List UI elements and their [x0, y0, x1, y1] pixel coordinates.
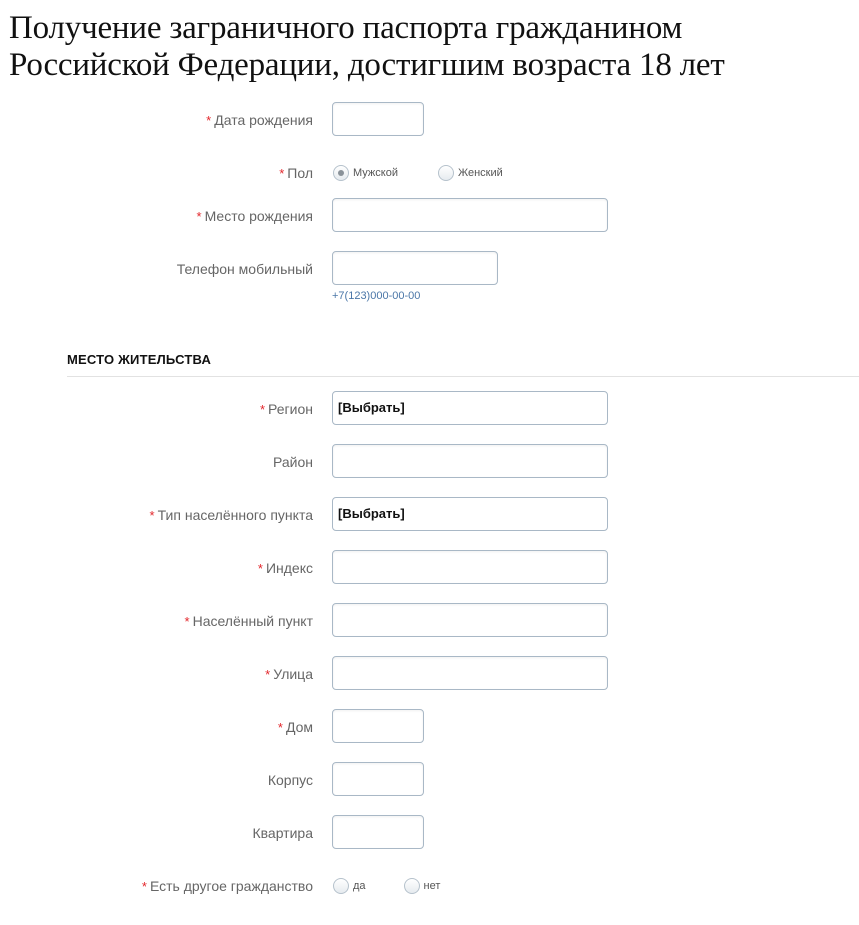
- birth-date-input[interactable]: [332, 102, 424, 136]
- required-marker: *: [257, 561, 263, 576]
- gender-radio-group: [333, 155, 503, 191]
- house-input[interactable]: [332, 709, 424, 743]
- house-label: * Дом: [277, 719, 313, 735]
- settlement-type-select[interactable]: [Выбрать]: [332, 497, 608, 531]
- radio-unchecked-icon[interactable]: [333, 878, 349, 894]
- gender-radio-male[interactable]: [333, 165, 398, 181]
- settlement-input[interactable]: [332, 603, 608, 637]
- index-label: * Индекс: [257, 560, 313, 576]
- other-citizenship-radio-group: [333, 868, 440, 904]
- street-input[interactable]: [332, 656, 608, 690]
- apartment-label: Квартира: [252, 825, 313, 841]
- required-marker: *: [141, 879, 147, 894]
- mobile-phone-row: [0, 251, 859, 287]
- settlement-row: [0, 603, 859, 639]
- house-row: [0, 709, 859, 745]
- mobile-phone-label: Телефон мобильный: [176, 261, 313, 277]
- required-marker: *: [184, 614, 190, 629]
- phone-format-hint: +7(123)000-00-00: [332, 290, 421, 302]
- radio-checked-icon[interactable]: [333, 165, 349, 181]
- region-select[interactable]: [Выбрать]: [332, 391, 608, 425]
- index-input[interactable]: [332, 550, 608, 584]
- district-label: Район: [273, 454, 313, 470]
- apartment-row: [0, 815, 859, 851]
- other-citizenship-radio-yes[interactable]: [333, 878, 366, 894]
- page-title-line-2: Российской Федерации, достигшим возраста 18 лет: [9, 47, 725, 83]
- apartment-input[interactable]: [332, 815, 424, 849]
- required-marker: *: [149, 508, 155, 523]
- other-citizenship-no-label: нет: [423, 880, 441, 892]
- building-row: [0, 762, 859, 798]
- birth-place-row: [0, 198, 859, 234]
- birth-date-label: * Дата рождения: [206, 112, 313, 128]
- district-input[interactable]: [332, 444, 608, 478]
- radio-unchecked-icon[interactable]: [438, 165, 454, 181]
- residence-section-title: МЕСТО ЖИТЕЛЬСТВА: [67, 352, 212, 367]
- radio-unchecked-icon[interactable]: [404, 878, 420, 894]
- region-row: [0, 391, 859, 427]
- settlement-type-label: * Тип населённого пункта: [149, 507, 313, 523]
- street-row: [0, 656, 859, 692]
- birth-date-row: [0, 102, 859, 138]
- gender-male-label: Мужской: [353, 167, 398, 179]
- other-citizenship-label: * Есть другое гражданство: [141, 878, 313, 894]
- building-label: Корпус: [267, 772, 313, 788]
- building-input[interactable]: [332, 762, 424, 796]
- required-marker: *: [265, 667, 271, 682]
- mobile-phone-input[interactable]: [332, 251, 498, 285]
- page-title-line-1: Получение заграничного паспорта гражданином: [9, 10, 683, 46]
- other-citizenship-row: [0, 868, 859, 904]
- page-title: [9, 10, 859, 84]
- settlement-type-row: [0, 497, 859, 533]
- section-divider: [67, 376, 859, 377]
- other-citizenship-yes-label: да: [353, 880, 366, 892]
- other-citizenship-radio-no[interactable]: [404, 878, 441, 894]
- settlement-label: * Населённый пункт: [184, 613, 313, 629]
- birth-place-label: * Место рождения: [196, 208, 313, 224]
- region-label: * Регион: [259, 401, 313, 417]
- street-label: * Улица: [265, 666, 313, 682]
- required-marker: *: [279, 166, 285, 181]
- required-marker: *: [259, 402, 266, 417]
- district-row: [0, 444, 859, 480]
- birth-place-input[interactable]: [332, 198, 608, 232]
- required-marker: *: [277, 720, 283, 735]
- gender-radio-female[interactable]: [438, 165, 503, 181]
- required-marker: *: [196, 209, 202, 224]
- index-row: [0, 550, 859, 586]
- gender-label: * Пол: [279, 165, 313, 181]
- required-marker: *: [206, 113, 212, 128]
- gender-row: [0, 155, 859, 191]
- gender-female-label: Женский: [457, 167, 503, 179]
